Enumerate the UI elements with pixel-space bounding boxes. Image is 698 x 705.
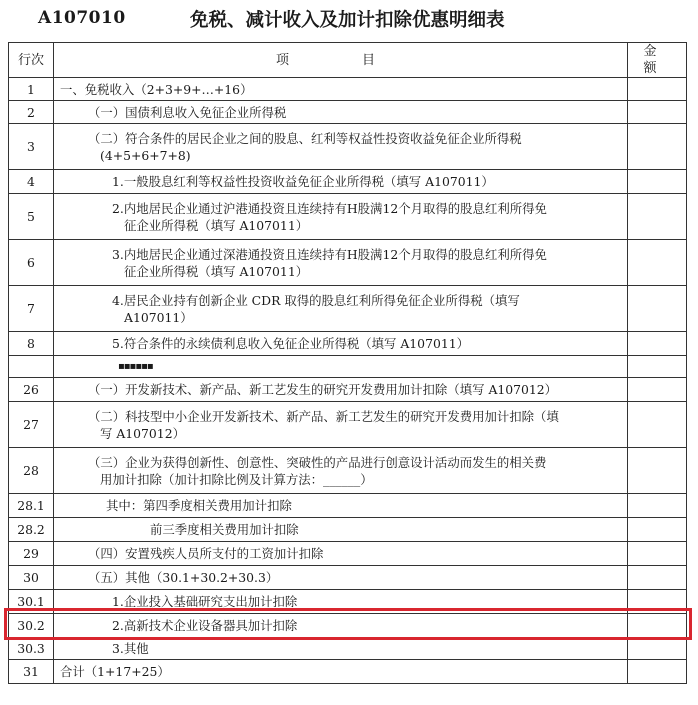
- item-text: [54, 194, 628, 240]
- table-row: [9, 638, 687, 660]
- item-text-line2: 用加计扣除（加计扣除比例及计算方法：______）: [100, 471, 373, 487]
- table-row: [9, 286, 687, 332]
- item-text: （四）安置残疾人员所支付的工资加计扣除: [54, 542, 628, 566]
- line-no: 29: [9, 542, 54, 566]
- amount-cell[interactable]: [628, 378, 687, 402]
- line-no: 28: [9, 448, 54, 494]
- amount-cell[interactable]: [628, 638, 687, 660]
- item-text: 其中：第四季度相关费用加计扣除: [54, 494, 628, 518]
- table-row: [9, 494, 687, 518]
- amount-cell[interactable]: [628, 332, 687, 356]
- line-no: 30.1: [9, 590, 54, 614]
- line-no: 31: [9, 660, 54, 684]
- line-no: 30.2: [9, 614, 54, 638]
- table-header-row: [9, 43, 687, 78]
- amount-cell[interactable]: [628, 590, 687, 614]
- item-text-line1: （三）企业为获得创新性、创意性、突破性的产品进行创意设计活动而发生的相关费: [88, 454, 547, 470]
- form-code: A107010: [38, 8, 126, 28]
- item-text-line1: 2.内地居民企业通过沪港通投资且连续持有H股满12个月取得的股息红利所得免: [112, 200, 547, 216]
- line-no: 4: [9, 170, 54, 194]
- header-amount: 金 额: [628, 43, 687, 78]
- item-text: 1.企业投入基础研究支出加计扣除: [54, 590, 628, 614]
- line-no: [9, 356, 54, 378]
- line-no: 28.1: [9, 494, 54, 518]
- item-text-line2: 写 A107012）: [100, 425, 185, 441]
- item-text: 前三季度相关费用加计扣除: [54, 518, 628, 542]
- amount-cell[interactable]: [628, 566, 687, 590]
- item-text-line2: A107011）: [124, 309, 193, 325]
- line-no: 2: [9, 101, 54, 124]
- table-row: [9, 240, 687, 286]
- item-text-line1: （二）科技型中小企业开发新技术、新产品、新工艺发生的研究开发费用加计扣除（填: [88, 408, 559, 424]
- item-text-line2: 征企业所得税（填写 A107011）: [124, 263, 309, 279]
- line-no: 3: [9, 124, 54, 170]
- line-no: 7: [9, 286, 54, 332]
- table-row: [9, 170, 687, 194]
- amount-cell[interactable]: [628, 170, 687, 194]
- item-text: 3.其他: [54, 638, 628, 660]
- header-item: 项 目: [54, 43, 628, 78]
- table-row: [9, 332, 687, 356]
- item-text: （一）国债利息收入免征企业所得税: [54, 101, 628, 124]
- table-row: [9, 518, 687, 542]
- item-text: [54, 124, 628, 170]
- amount-cell[interactable]: [628, 286, 687, 332]
- item-text: 2.高新技术企业设备器具加计扣除: [54, 614, 628, 638]
- amount-cell[interactable]: [628, 402, 687, 448]
- item-text: [54, 402, 628, 448]
- amount-cell[interactable]: [628, 660, 687, 684]
- table-row-highlighted: [9, 614, 687, 638]
- item-text: 一、免税收入（2+3+9+…+16）: [54, 78, 628, 101]
- ellipsis-marker: ▪▪▪▪▪▪: [54, 356, 628, 378]
- item-text: [54, 448, 628, 494]
- amount-cell[interactable]: [628, 194, 687, 240]
- line-no: 26: [9, 378, 54, 402]
- item-text: [54, 240, 628, 286]
- table-row: [9, 590, 687, 614]
- item-text: 1.一般股息红利等权益性投资收益免征企业所得税（填写 A107011）: [54, 170, 628, 194]
- deduction-table: [8, 42, 698, 684]
- form-title: 免税、减计收入及加计扣除优惠明细表: [190, 10, 505, 31]
- amount-cell[interactable]: [628, 448, 687, 494]
- item-text: 合计（1+17+25）: [54, 660, 628, 684]
- line-no: 8: [9, 332, 54, 356]
- amount-cell[interactable]: [628, 614, 687, 638]
- table-row: [9, 194, 687, 240]
- header-line-no: 行次: [9, 43, 54, 78]
- amount-cell[interactable]: [628, 124, 687, 170]
- item-text-line1: 4.居民企业持有创新企业 CDR 取得的股息红利所得免征企业所得税（填写: [112, 292, 520, 308]
- line-no: 6: [9, 240, 54, 286]
- line-no: 1: [9, 78, 54, 101]
- table-row: [9, 378, 687, 402]
- item-text: （一）开发新技术、新产品、新工艺发生的研究开发费用加计扣除（填写 A107012）: [54, 378, 628, 402]
- table-row: [9, 402, 687, 448]
- amount-cell[interactable]: [628, 518, 687, 542]
- line-no: 5: [9, 194, 54, 240]
- table-row: [9, 448, 687, 494]
- amount-cell[interactable]: [628, 240, 687, 286]
- amount-cell[interactable]: [628, 494, 687, 518]
- item-text-line2: 征企业所得税（填写 A107011）: [124, 217, 309, 233]
- item-text-line1: （二）符合条件的居民企业之间的股息、红利等权益性投资收益免征企业所得税: [88, 130, 522, 146]
- item-text-line2: (4+5+6+7+8): [100, 147, 191, 163]
- amount-cell[interactable]: [628, 356, 687, 378]
- item-text: 5.符合条件的永续债利息收入免征企业所得税（填写 A107011）: [54, 332, 628, 356]
- table-row: [9, 566, 687, 590]
- item-text: （五）其他（30.1+30.2+30.3）: [54, 566, 628, 590]
- line-no: 30.3: [9, 638, 54, 660]
- table-row-ellipsis: [9, 356, 687, 378]
- amount-cell[interactable]: [628, 101, 687, 124]
- table-row-total: [9, 660, 687, 684]
- line-no: 30: [9, 566, 54, 590]
- table-row: [9, 101, 687, 124]
- form-header: [0, 0, 698, 40]
- line-no: 28.2: [9, 518, 54, 542]
- line-no: 27: [9, 402, 54, 448]
- amount-cell[interactable]: [628, 78, 687, 101]
- table-row: [9, 542, 687, 566]
- item-text: [54, 286, 628, 332]
- amount-cell[interactable]: [628, 542, 687, 566]
- item-text-line1: 3.内地居民企业通过深港通投资且连续持有H股满12个月取得的股息红利所得免: [112, 246, 547, 262]
- table-row: [9, 78, 687, 101]
- table-row: [9, 124, 687, 170]
